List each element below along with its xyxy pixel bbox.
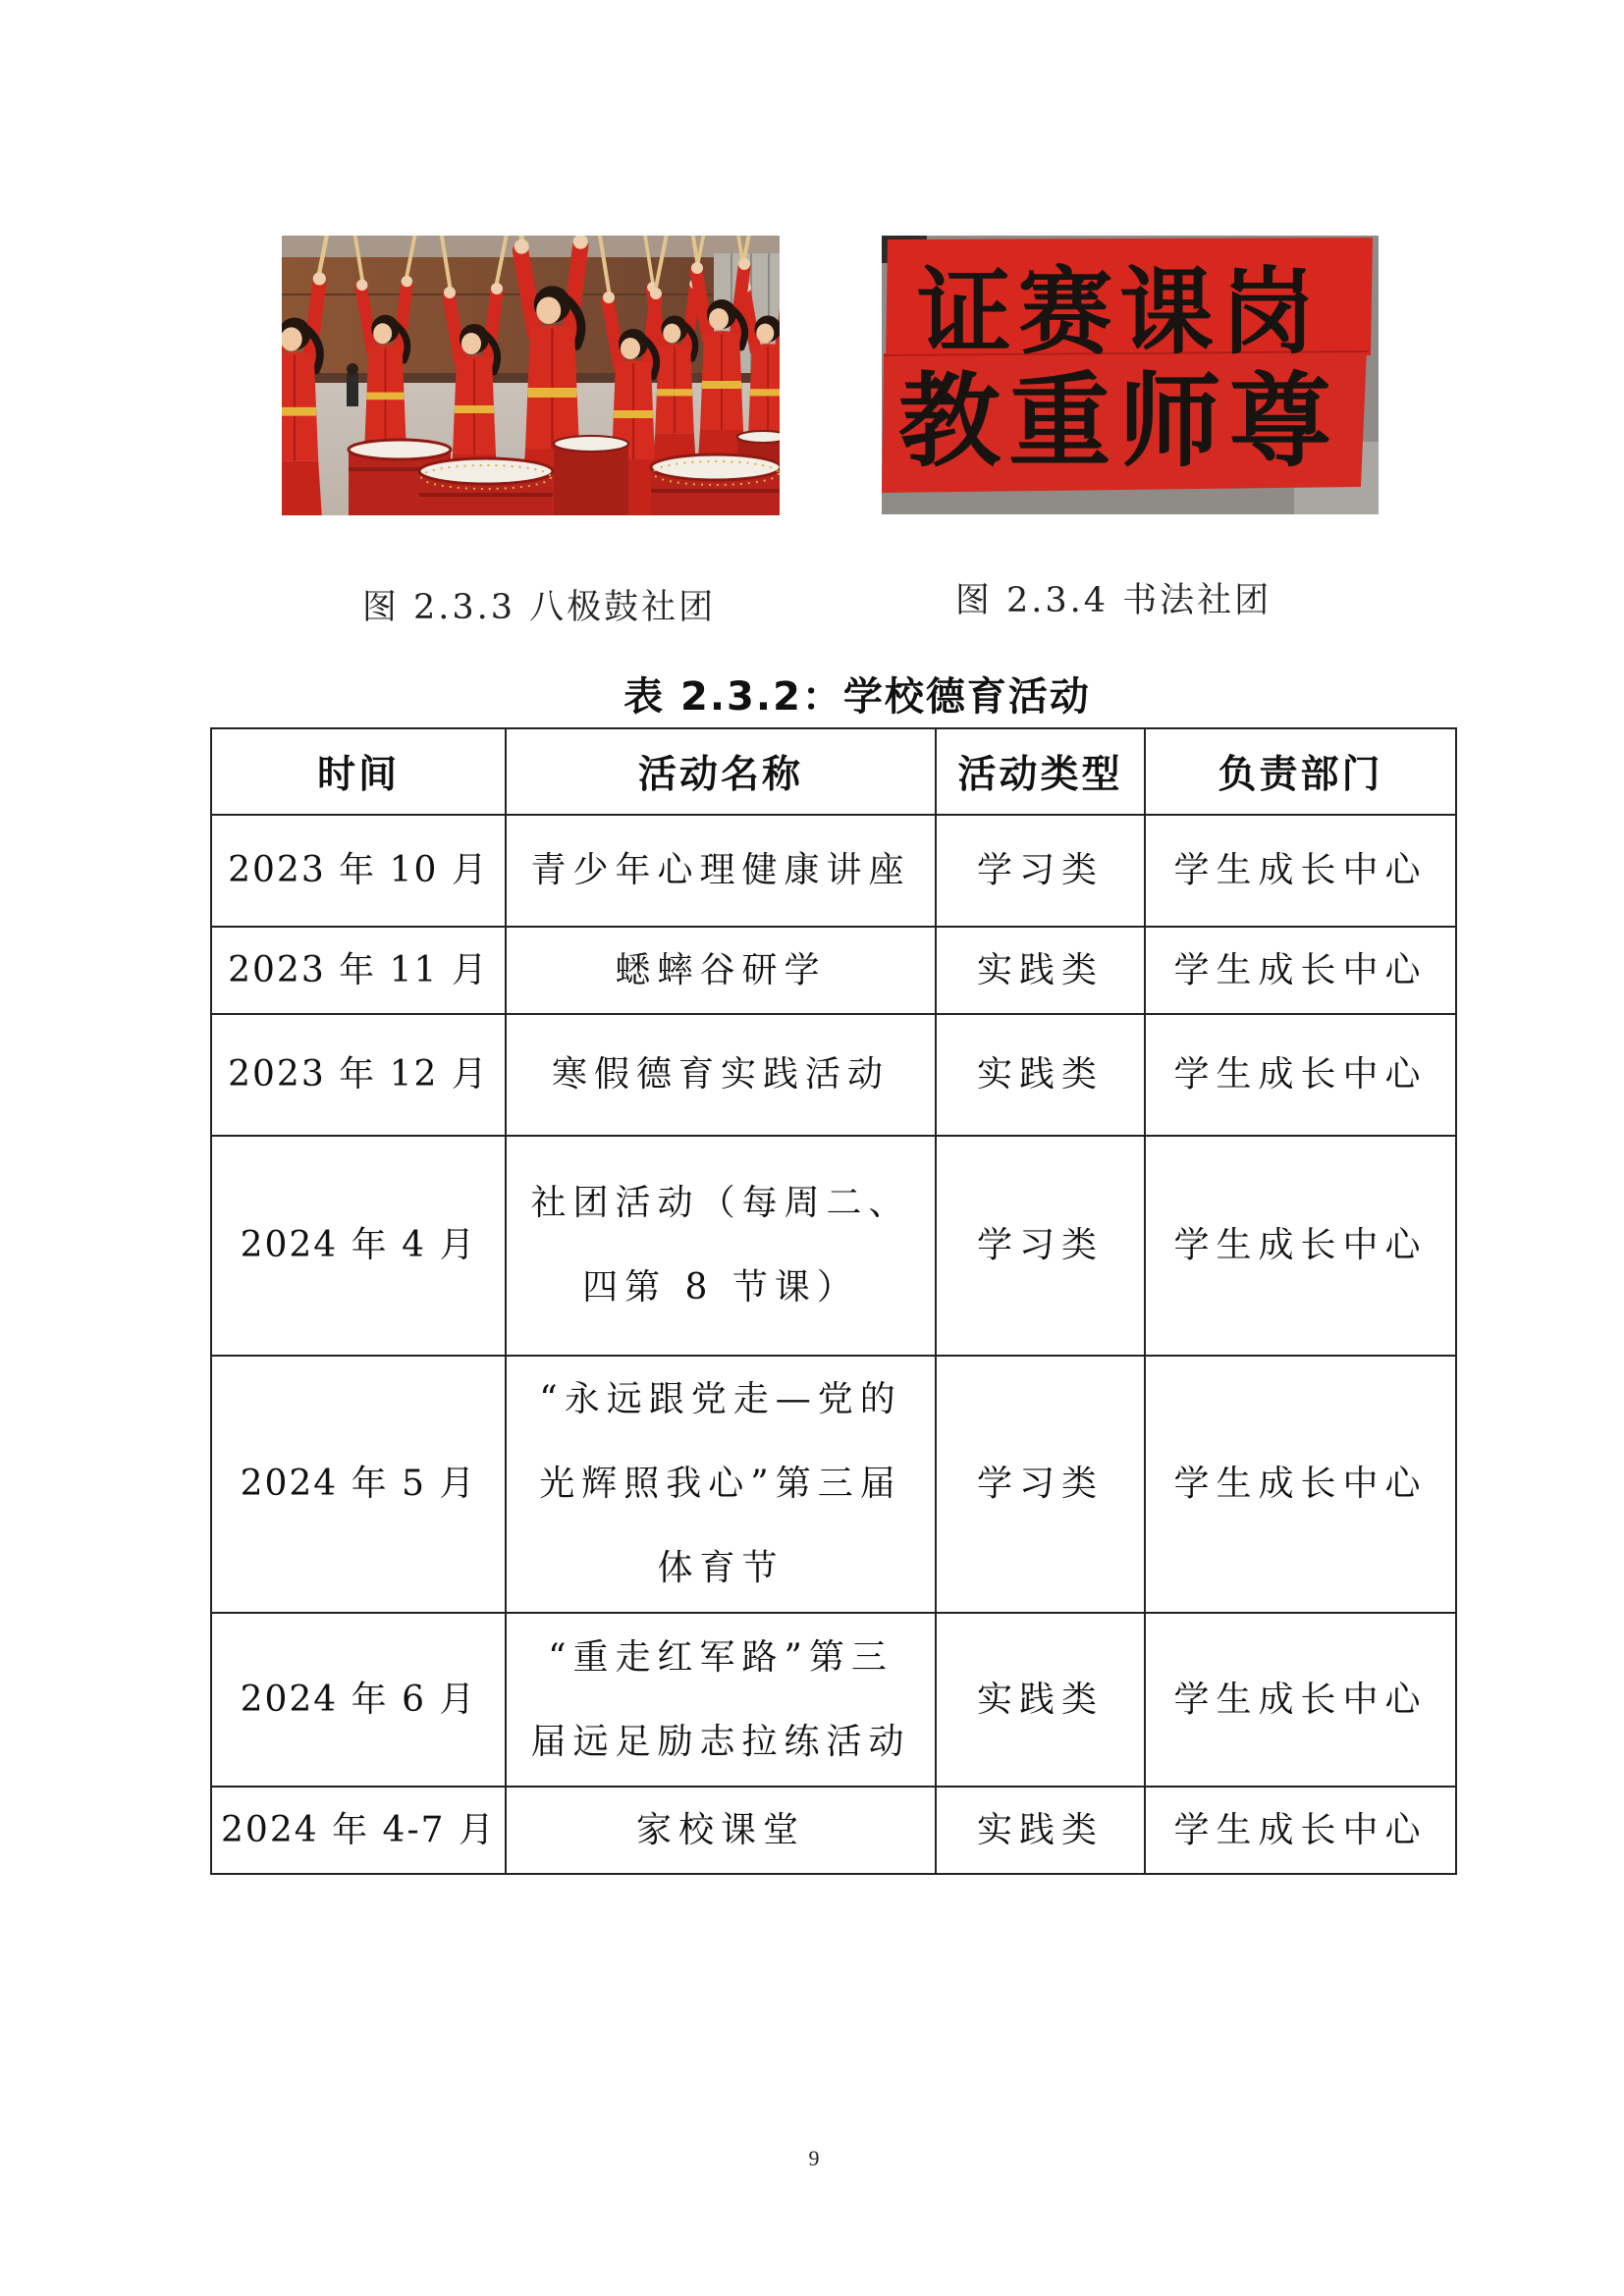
cell-type: 学习类 <box>936 1356 1145 1613</box>
cell-type: 实践类 <box>936 1613 1145 1787</box>
activity-line: 光辉照我心”第三届 <box>539 1464 902 1504</box>
cell-time: 2023 年 10 月 <box>211 815 506 927</box>
cell-department: 学生成长中心 <box>1145 815 1456 927</box>
page-number: 9 <box>808 2146 820 2170</box>
cell-type: 学习类 <box>936 1136 1145 1356</box>
cell-time: 2023 年 12 月 <box>211 1014 506 1136</box>
table-row <box>211 1787 1456 1874</box>
table-row <box>211 1014 1456 1136</box>
cell-activity <box>506 1613 936 1787</box>
background-person <box>347 373 358 406</box>
cell-activity <box>506 1136 936 1356</box>
header-activity-type: 活动类型 <box>936 728 1145 815</box>
calligraphy-bottom-row: 教重师尊 <box>898 360 1331 481</box>
cell-time: 2023 年 11 月 <box>211 927 506 1014</box>
cell-activity <box>506 1014 936 1136</box>
activity-line: “永远跟党走—党的 <box>539 1379 902 1419</box>
drum-club-photo <box>282 236 780 515</box>
table-row <box>211 1136 1456 1356</box>
cell-department: 学生成长中心 <box>1145 1136 1456 1356</box>
drum <box>419 458 553 515</box>
table-header-row <box>211 728 1456 815</box>
activity-line: 体育节 <box>657 1548 785 1588</box>
table-row <box>211 1613 1456 1787</box>
header-activity-name: 活动名称 <box>506 728 936 815</box>
cell-department: 学生成长中心 <box>1145 1613 1456 1787</box>
activity-line: 寒假德育实践活动 <box>551 1054 890 1095</box>
activity-line: 届远足励志拉练活动 <box>530 1721 911 1762</box>
figure-caption-calligraphy-club: 图 2.3.4 书法社团 <box>954 581 1272 620</box>
table-row <box>211 815 1456 927</box>
table-row <box>211 927 1456 1014</box>
activity-line: 四第 8 节课） <box>582 1267 859 1308</box>
activity-line: 青少年心理健康讲座 <box>530 850 911 890</box>
cell-type: 实践类 <box>936 1014 1145 1136</box>
drum <box>651 454 780 515</box>
cell-department: 学生成长中心 <box>1145 927 1456 1014</box>
moral-education-activities-table <box>210 727 1457 1875</box>
header-time: 时间 <box>211 728 506 815</box>
calligraphy-top-row: 证赛课岗 <box>917 256 1315 367</box>
cell-department: 学生成长中心 <box>1145 1356 1456 1613</box>
cell-time: 2024 年 6 月 <box>211 1613 506 1787</box>
cell-activity <box>506 1356 936 1613</box>
activity-line: 家校课堂 <box>635 1809 805 1850</box>
cell-time: 2024 年 5 月 <box>211 1356 506 1613</box>
table-row <box>211 1356 1456 1613</box>
cell-type: 实践类 <box>936 1787 1145 1874</box>
figure-caption-drum-club: 图 2.3.3 八极鼓社团 <box>361 588 717 627</box>
cell-activity <box>506 815 936 927</box>
table-title: 表 2.3.2：学校德育活动 <box>623 674 1091 720</box>
cell-type: 学习类 <box>936 815 1145 927</box>
activity-line: 蟋蟀谷研学 <box>615 949 827 990</box>
cell-time: 2024 年 4-7 月 <box>211 1787 506 1874</box>
cell-type: 实践类 <box>936 927 1145 1014</box>
activity-line: 社团活动（每周二、 <box>530 1183 911 1223</box>
cell-activity <box>506 1787 936 1874</box>
cell-department: 学生成长中心 <box>1145 1014 1456 1136</box>
activity-line: “重走红军路”第三 <box>548 1636 893 1678</box>
cell-time: 2024 年 4 月 <box>211 1136 506 1356</box>
calligraphy-club-photo <box>882 236 1379 514</box>
cell-department: 学生成长中心 <box>1145 1787 1456 1874</box>
drum <box>554 436 628 515</box>
header-department: 负责部门 <box>1145 728 1456 815</box>
cell-activity <box>506 927 936 1014</box>
